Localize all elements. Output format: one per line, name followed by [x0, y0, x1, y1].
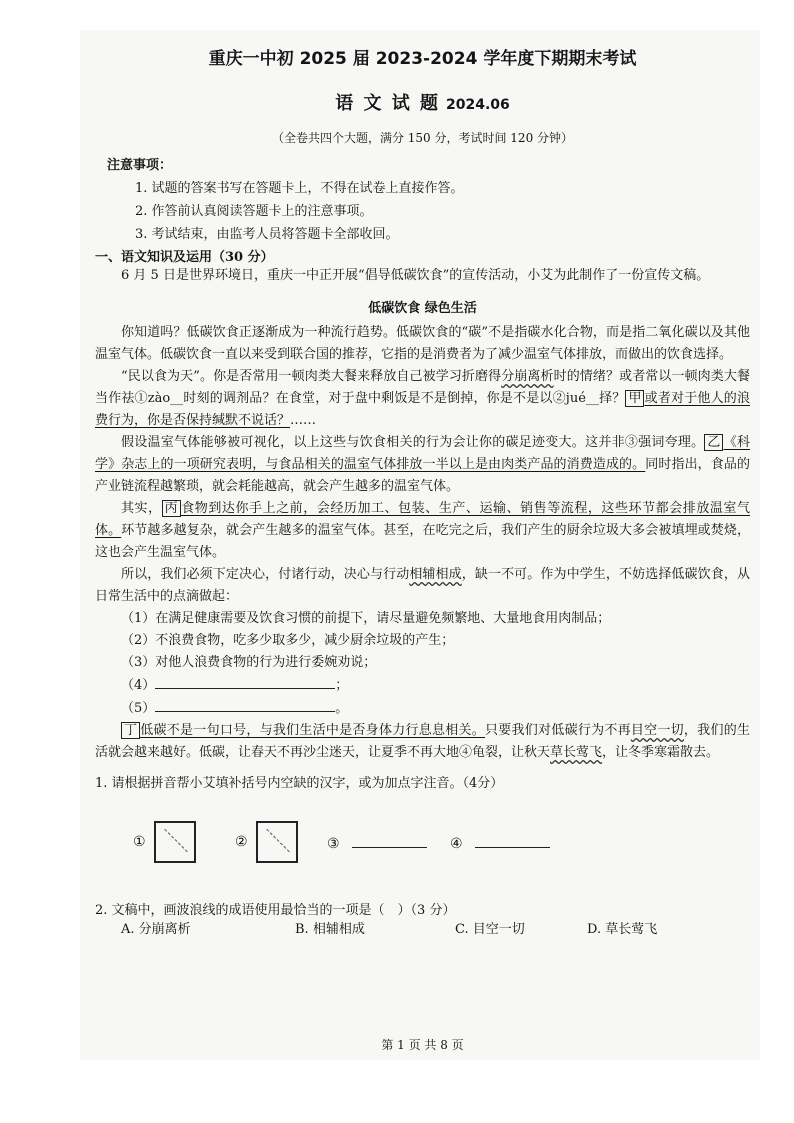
article-paragraph-3 — [95, 432, 750, 498]
list-item — [121, 674, 750, 697]
question-1: 1. 请根据拼音帮小艾填补括号内空缺的汉字，或为加点字注音。（4分） — [95, 776, 504, 791]
article-title: 低碳饮食 绿色生活 — [368, 301, 477, 316]
answer-mark: ① — [133, 834, 146, 850]
text-run: 强 — [638, 435, 652, 450]
underlined-sentence: 《科学》杂志上的一项研究表明，与食品相关的温室气体排放一半以上是由肉类产品的消费造成的。 — [95, 435, 750, 472]
answer-mark: ④ — [450, 836, 463, 852]
answer-1 — [133, 821, 196, 863]
page-content — [95, 44, 750, 1052]
text-run: 只要我们对低碳行为不再 — [485, 723, 631, 738]
idiom-wavy: 相辅相成 — [409, 567, 462, 582]
answer-line[interactable] — [352, 833, 427, 848]
char-box[interactable] — [154, 821, 196, 863]
answer-4 — [450, 833, 550, 852]
option-c[interactable]: C. 目空一切 — [455, 922, 525, 937]
answer-2 — [235, 821, 298, 863]
text-run: ，缺一不可。作为中学生，不妨选择低碳饮食，从日常生活中的点滴做起： — [95, 567, 750, 604]
idiom-wavy: 草长莺飞 — [550, 745, 603, 760]
list-item: （3）对他人浪费食物的行为进行委婉劝说； — [121, 655, 377, 670]
notice-heading: 注意事项： — [107, 158, 173, 173]
text-run: 。 — [335, 701, 349, 716]
underlined-sentence: 食物到达你手上之前，会经历加工、包装、生产、运输、销售等流程，这些环节都会排放温室气体。 — [95, 501, 750, 538]
text-run: “民以食为天”。你是否常用一顿肉类大餐来释放自己被学习折磨得 — [121, 369, 502, 384]
text-run: ，让冬季寒霜散去。 — [602, 745, 720, 760]
idiom-wavy: 分崩离析 — [501, 369, 554, 384]
exam-subtitle — [95, 89, 750, 115]
exam-date: 2024.06 — [446, 97, 510, 113]
article-paragraph-2 — [95, 366, 750, 432]
list-item: （1）在满足健康需要及饮食习惯的前提下，请尽量避免频繁地、大量地食用肉制品； — [121, 611, 611, 626]
text-run: 所以，我们必须下定决心，付诸行动，决心与行动 — [121, 567, 410, 582]
subject-title: 语 文 试 题 — [335, 93, 441, 114]
idiom-wavy: 目空一切 — [630, 723, 684, 738]
notice-item: 3. 考试结束，由监考人员将答题卡全部收回。 — [135, 227, 399, 242]
text-run: ，我们的生活就会越来越好。低碳，让春天不再沙尘迷天，让夏季不再大地④龟裂，让秋天 — [95, 723, 750, 760]
option-b[interactable]: B. 相辅相成 — [295, 922, 365, 937]
text-run: 同时指出，食品的产业链流程越繁琐，就会耗能越高，就会产生越多的温室气体。 — [95, 457, 750, 494]
article-paragraph-5 — [95, 564, 750, 608]
list-number: （4） — [121, 678, 156, 693]
list-item — [121, 697, 750, 720]
notice-item: 2. 作答前认真阅读答题卡上的注意事项。 — [135, 204, 373, 219]
exam-meta: （全卷共四个大题，满分 150 分，考试时间 120 分钟） — [271, 131, 574, 145]
answer-3 — [327, 833, 427, 852]
question-2: 2. 文稿中，画波浪线的成语使用最恰当的一项是（ ）（3 分） — [95, 903, 456, 918]
section-heading: 一、语文知识及运用（30 分） — [95, 250, 274, 265]
article-paragraph-6 — [95, 720, 750, 764]
section-intro: 6 月 5 日是世界环境日，重庆一中正开展“倡导低碳饮食”的宣传活动，小艾为此制作了一份宣传文稿。 — [121, 268, 710, 283]
notice-item: 1. 试题的答案书写在答题卡上，不得在试卷上直接作答。 — [135, 181, 464, 196]
answer-mark: ② — [235, 834, 248, 850]
option-a[interactable]: A. 分崩离析 — [121, 922, 191, 937]
text-run: …… — [290, 413, 317, 428]
text-run: ； — [335, 678, 349, 693]
list-item: （2）不浪费食物，吃多少取多少，减少厨余垃圾的产生； — [121, 633, 455, 648]
sentence-label-yi: 乙 — [704, 434, 723, 451]
fill-blank[interactable] — [155, 697, 335, 712]
exam-title: 重庆一中初 2025 届 2023-2024 学年度下期期末考试 — [208, 49, 637, 69]
text-run: 其实， — [121, 501, 162, 516]
option-d[interactable]: D. 草长莺飞 — [587, 922, 658, 937]
answer-mark: ③ — [327, 836, 340, 852]
sentence-label-ding: 丁 — [121, 722, 140, 739]
list-number: （5） — [121, 701, 156, 716]
article-paragraph-4 — [95, 498, 750, 564]
article-paragraph-1: 你知道吗？低碳饮食正逐渐成为一种流行趋势。低碳饮食的“碳”不是指碳水化合物，而是指二氧化碳以及其他温室气体。低碳饮食一直以来受到联合国的推荐，它指的是消费者为了减少温室气体排放，而做出的饮食选择。 — [95, 325, 750, 362]
tips-list — [121, 608, 750, 720]
answer-area-q1 — [95, 811, 750, 891]
char-box[interactable] — [256, 821, 298, 863]
page-footer: 第 1 页 共 8 页 — [381, 1038, 464, 1052]
underlined-sentence: 低碳不是一句口号，与我们生活中是否身体力行息息相关。 — [140, 723, 486, 738]
fill-blank[interactable] — [155, 674, 335, 689]
answer-line[interactable] — [475, 833, 550, 848]
text-run: 词夸理。 — [651, 435, 705, 450]
exam-page — [80, 30, 760, 1060]
text-run: 时的情绪？或者常以一顿肉类大餐当作祛①zào__时刻的调剂品？在食堂，对于盘中剩饭是不是倒掉，你是不是以②jué__择？ — [95, 369, 750, 406]
sentence-label-bing: 丙 — [162, 500, 181, 517]
underlined-sentence: 或者对于他人的浪费行为，你是否保持缄默不说话？ — [95, 391, 750, 428]
text-run: 环节越多越复杂，就会产生越多的温室气体。甚至，在吃完之后，我们产生的厨余垃圾大多会被填埋或焚烧，这也会产生温室气体。 — [95, 523, 750, 560]
text-run: 假设温室气体能够被可视化，以上这些与饮食相关的行为会让你的碳足迹变大。这并非③ — [121, 435, 639, 450]
sentence-label-jia: 甲 — [625, 390, 644, 407]
q2-options — [95, 918, 750, 942]
